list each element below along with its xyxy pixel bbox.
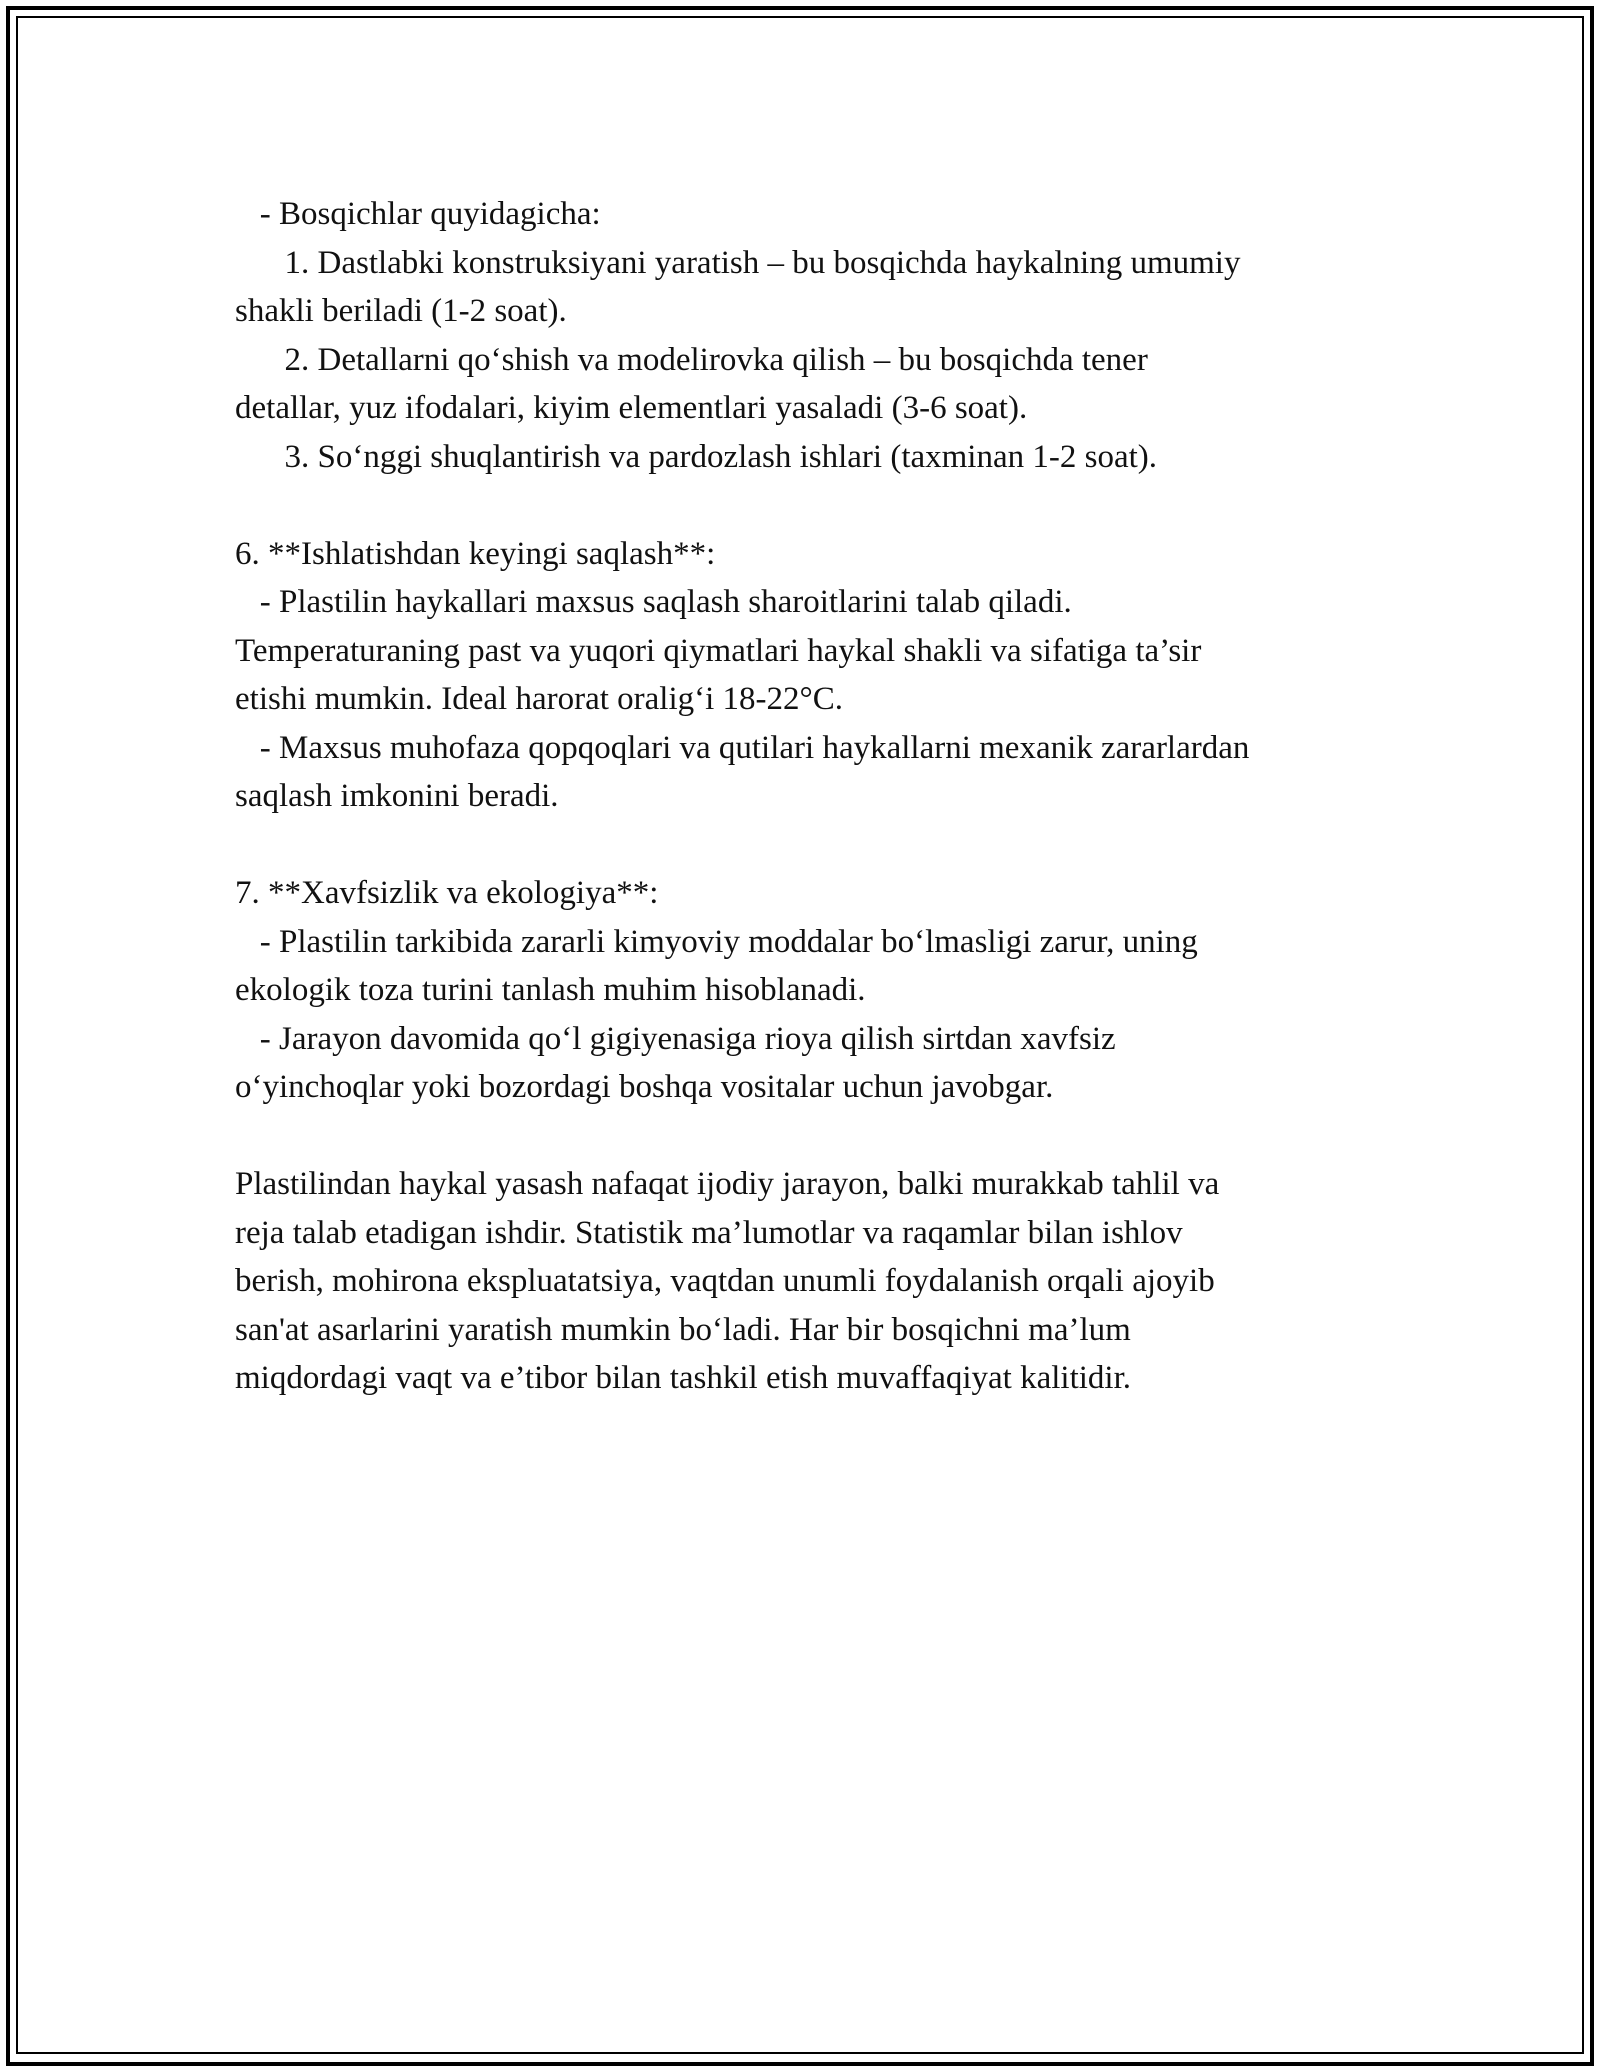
section-7-heading: 7. **Xavfsizlik va ekologiya**: [235,875,659,911]
step-1-line-1: 1. Dastlabki konstruksiyani yaratish – bu bosqichda haykalning umumiy [235,244,1241,281]
section-7-bullet-2-line-1: - Jarayon davomida qo‘l gigiyenasiga rioya qilish sirtdan xavfsiz [235,1020,1116,1057]
paragraph-spacer [235,821,1375,870]
conclusion-line-2: reja talab etadigan ishdir. Statistik ma’lumotlar va raqamlar bilan ishlov [235,1214,1183,1251]
section-7-bullet-2-line-2: o‘yinchoqlar yoki bozordagi boshqa vositalar uchun javobgar. [235,1069,1054,1105]
section-7-bullet-1-line-1: - Plastilin tarkibida zararli kimyoviy moddalar bo‘lmasligi zarur, uning [235,923,1198,960]
step-3-line-1: 3. So‘nggi shuqlantirish va pardozlash ishlari (taxminan 1-2 soat). [235,438,1158,475]
section-6-bullet-1-line-1: - Plastilin haykallari maxsus saqlash sharoitlarini talab qiladi. [235,584,1072,620]
paragraph-spacer [235,481,1375,530]
conclusion-line-5: miqdordagi vaqt va e’tibor bilan tashkil etish muvaffaqiyat kalitidir. [235,1360,1132,1396]
paragraph-spacer [235,1112,1375,1161]
document-body [235,190,1375,1403]
section-6-bullet-1-line-3: etishi mumkin. Ideal harorat oralig‘i 18-22°C. [235,681,843,717]
section-6-heading: 6. **Ishlatishdan keyingi saqlash**: [235,535,716,572]
conclusion-line-3: berish, mohirona ekspluatatsiya, vaqtdan unumli foydalanish orqali ajoyib [235,1263,1215,1299]
section-7-bullet-1-line-2: ekologik toza turini tanlash muhim hisoblanadi. [235,972,866,1008]
step-2-line-1: 2. Detallarni qo‘shish va modelirovka qilish – bu bosqichda tener [235,341,1148,378]
steps-intro: - Bosqichlar quyidagicha: [235,196,601,232]
conclusion-line-1: Plastilindan haykal yasash nafaqat ijodiy jarayon, balki murakkab tahlil va [235,1166,1220,1202]
step-2-line-2: detallar, yuz ifodalari, kiyim elementlari yasaladi (3-6 soat). [235,390,1028,426]
step-1-line-2: shakli beriladi (1-2 soat). [235,293,567,329]
conclusion-line-4: san'at asarlarini yaratish mumkin bo‘ladi. Har bir bosqichni ma’lum [235,1311,1131,1348]
section-6-bullet-2-line-2: saqlash imkonini beradi. [235,778,559,814]
section-6-bullet-1-line-2: Temperaturaning past va yuqori qiymatlari haykal shakli va sifatiga ta’sir [235,632,1202,669]
section-6-bullet-2-line-1: - Maxsus muhofaza qopqoqlari va qutilari haykallarni mexanik zararlardan [235,729,1250,766]
